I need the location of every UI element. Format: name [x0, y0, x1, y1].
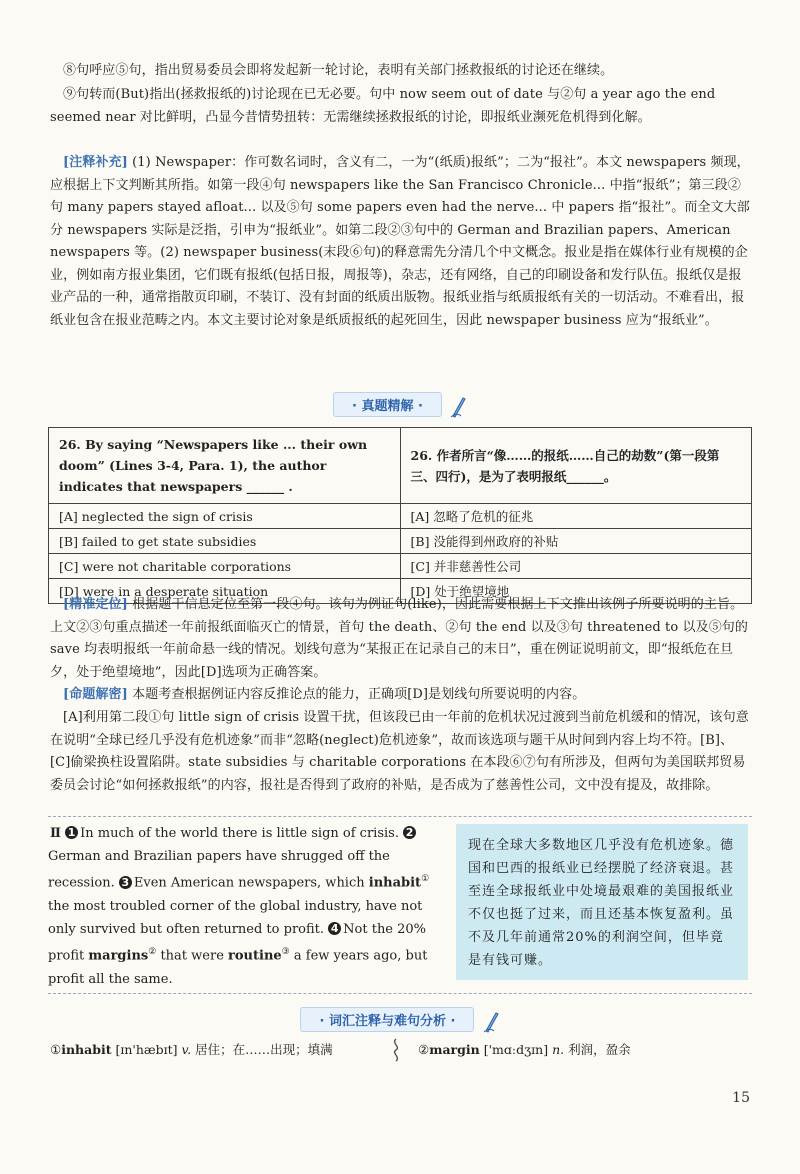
- sentence-4c: a few years ago, but profit all the same.: [48, 948, 428, 987]
- notes-paragraph: [50, 152, 750, 332]
- sentence-number-3: 3: [119, 876, 132, 889]
- question-table: [48, 427, 752, 604]
- notes-text: (1) Newspaper：作可数名词时，含义有二，一为“(纸质)报纸”；二为“报社”。本文 newspapers 频现，应根据上下文判断其所指。如第一段④句 newspapers like the San Francisco Chronicle... 中指“报纸”；第三段②句 many papers stayed afloat... 以及⑤句 some papers even had the nerve... 中 papers 指“报社”。而全文大部分 newspapers 实际是泛指，引申为“报纸业”。如第二段②③句中的 German and Brazilian papers、American newspapers 等。(2) newspaper business(末段⑥句)的释意需先分清几个中文概念。报业是指在媒体行业有规模的企业，例如南方报业集团，它们既有报纸(包括日报，周报等)，杂志，还有网络，自己的印刷设备和发行队伍。报纸仅是报业产品的一种，通常指散页印刷，不装订、没有封面的纸质出版物。报纸业指与纸质报纸有关的一切活动。不难看出，报纸业包含在报业范畴之内。本文主要讨论对象是纸质报纸的起死回生，因此 newspaper business 应为“报纸业”。: [50, 155, 750, 328]
- vocab-pos: v.: [181, 1042, 192, 1057]
- analysis-paragraph: [A]利用第二段①句 little sign of crisis 设置干扰，但该段已由一年前的危机状况过渡到当前危机缓和的情况，该句意在说明“全球已经几乎没有危机迹象”而非“忽略(neglect)危机迹象”，故而该选项与题干从时间到内容上均不符。[B]、[C]偷梁换柱设置陷阱。state subsidies 与 charitable corporations 在本段⑥⑦句有所涉及，但两句为美国联邦贸易委员会讨论“如何拯救报纸”的内容，报社是否得到了政府的补贴，是否成为了慈善性公司，文中没有提及，故排除。: [50, 710, 749, 793]
- passage-section-label: Ⅱ: [50, 826, 61, 841]
- heading-vocab-analysis: [0, 1007, 800, 1033]
- decode-text: 本题考查根据例证内容反推论点的能力，正确项[D]是划线句所要说明的内容。: [132, 687, 586, 702]
- sentence-4a: Not the 20% profit: [48, 922, 427, 964]
- option-a-cn: [A] 忽略了危机的征兆: [400, 504, 752, 529]
- vocab-word-routine: routine: [228, 948, 282, 964]
- vocab-word: margin: [429, 1042, 480, 1057]
- vocab-number: ①: [50, 1042, 62, 1057]
- paragraph-sentence-9: ⑨句转而(But)指出(拯救报纸的)讨论现在已无必要。句中 now seem out of date 与②句 a year ago the end seemed near 对比鲜明，凸显今昔情势扭转：无需继续拯救报纸的讨论，即报纸业濒死危机得到化解。: [50, 87, 716, 125]
- vocab-ipa: [ɪn'hæbɪt]: [115, 1042, 178, 1057]
- footnote-marker-3: ③: [281, 947, 290, 958]
- notes-label: [注释补充]: [63, 155, 128, 170]
- sentence-3a: Even American newspapers, which: [133, 875, 365, 891]
- locate-paragraph: [50, 594, 750, 684]
- vocab-entry-inhabit: [50, 1040, 333, 1058]
- vocab-ipa: ['mɑːdʒɪn]: [483, 1042, 549, 1057]
- sentence-2: German and Brazilian papers have shrugged off the recession.: [48, 849, 390, 891]
- divider-bottom: [48, 993, 752, 994]
- locate-text: 根据题干信息定位至第一段④句。该句为例证句(like)，因此需要根据上下文推出该例子所要说明的主旨。上文②③句重点描述一年前报纸面临灭亡的情景，首句 the death、②句 the end 以及③句 threatened to 以及⑤句的 save 均表明报纸一年前命悬一线的情况。划线句意为“某报正在记录自己的末日”，重在例证说明前文，即“报纸危在旦夕，处于绝望境地”，因此[D]选项为正确答案。: [50, 597, 748, 680]
- translation-box: 现在全球大多数地区几乎没有危机迹象。德国和巴西的报纸业已经摆脱了经济衰退。甚至连全球报纸业中处境最艰难的美国报纸业不仅也挺了过来，而且还基本恢复盈利。虽不及几年前通常20%的利润空间，但毕竟是有钱可赚。: [456, 824, 748, 980]
- sentence-4b: that were: [160, 948, 224, 964]
- option-d-en: [D] were in a desperate situation: [49, 579, 401, 604]
- pen-icon: [449, 394, 467, 418]
- heading-exam-analysis: [0, 392, 800, 418]
- decode-label: [命题解密]: [63, 687, 128, 702]
- question-en: 26. By saying “Newspapers like ... their own doom” (Lines 3-4, Para. 1), the author indicates that newspapers ______ .: [49, 428, 401, 504]
- sentence-1: In much of the world there is little sign of crisis.: [80, 826, 399, 841]
- decode-paragraph: [50, 684, 750, 707]
- vocab-word-margins: margins: [88, 948, 149, 964]
- passage-excerpt: [48, 822, 448, 991]
- sentence-number-4: 4: [328, 922, 341, 935]
- binding-ring-icon: [390, 1038, 402, 1062]
- footnote-marker-1: ①: [421, 874, 430, 885]
- option-b-en: [B] failed to get state subsidies: [49, 529, 401, 554]
- sentence-3b: the most troubled corner of the global industry, have not only survived but often returned to profit.: [48, 898, 423, 938]
- vocab-meaning: 利润，盈余: [568, 1042, 631, 1057]
- option-d-cn: [D] 处于绝望境地: [400, 579, 752, 604]
- locate-label: [精准定位]: [63, 597, 128, 612]
- vocab-entry-margin: [418, 1040, 631, 1058]
- vocab-meaning: 居住；在……出现；填满: [195, 1042, 333, 1057]
- pen-icon: [482, 1009, 500, 1033]
- vocab-number: ②: [418, 1042, 430, 1057]
- footnote-marker-2: ②: [148, 947, 157, 958]
- vocab-word: inhabit: [61, 1042, 112, 1057]
- question-cn: 26. 作者所言“像……的报纸……自己的劫数”(第一段第三、四行)，是为了表明报纸______。: [400, 428, 752, 504]
- vocab-pos: n.: [552, 1042, 565, 1057]
- page-number: 15: [732, 1090, 750, 1106]
- paragraph-sentence-8: ⑧句呼应⑤句，指出贸易委员会即将发起新一轮讨论，表明有关部门拯救报纸的讨论还在继续。: [63, 63, 614, 78]
- sentence-number-1: 1: [65, 826, 78, 839]
- vocab-word-inhabit: inhabit: [368, 875, 422, 891]
- heading-exam-analysis-label: · 真题精解 ·: [333, 392, 442, 417]
- sentence-number-2: 2: [403, 826, 416, 839]
- option-b-cn: [B] 没能得到州政府的补贴: [400, 529, 752, 554]
- option-c-en: [C] were not charitable corporations: [49, 554, 401, 579]
- option-a-en: [A] neglected the sign of crisis: [49, 504, 401, 529]
- heading-vocab-analysis-label: · 词汇注释与难句分析 ·: [300, 1007, 474, 1032]
- divider-top: [48, 816, 752, 817]
- option-c-cn: [C] 并非慈善性公司: [400, 554, 752, 579]
